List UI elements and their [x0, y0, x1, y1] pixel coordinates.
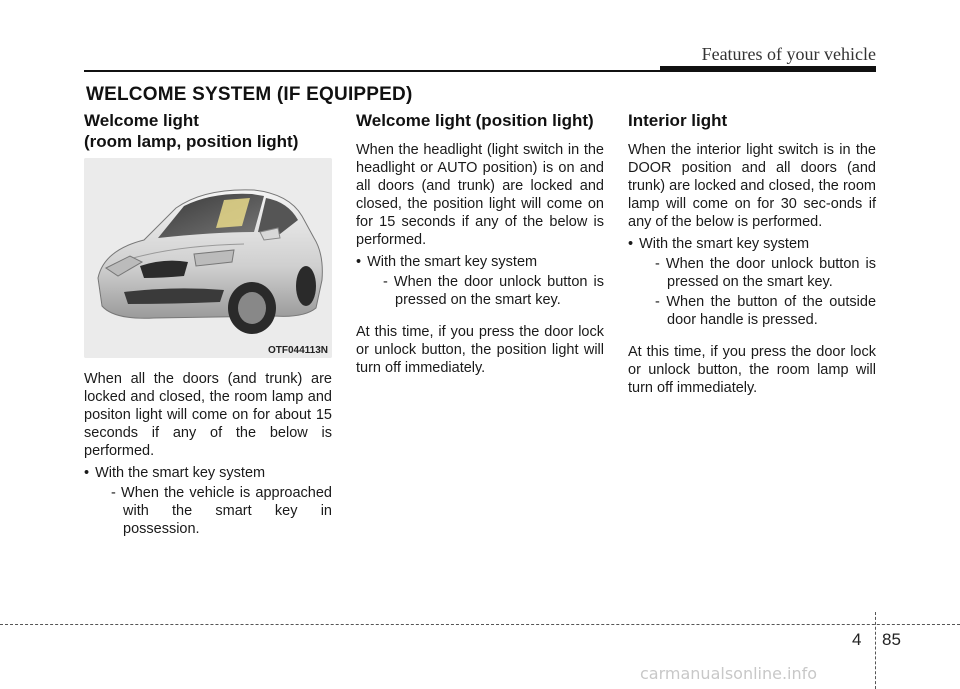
header-rule-accent — [660, 66, 876, 72]
footer-rule — [0, 624, 960, 625]
chapter-number: 4 — [852, 630, 862, 649]
section-title: WELCOME SYSTEM (IF EQUIPPED) — [86, 84, 413, 105]
sub-item-approached: - When the vehicle is approached with the smart key in possession. — [84, 484, 332, 538]
paragraph-position-light-off: At this time, if you press the door lock or unlock button, the position light will turn off immediately. — [356, 324, 604, 376]
paragraph-welcome-light: When all the doors (and trunk) are locked and closed, the room lamp and positon light will come on for about 15 seconds if any of the below is performed. — [84, 371, 332, 459]
heading-interior-light: Interior light — [628, 111, 728, 130]
bullet-smart-key: • With the smart key system — [84, 464, 332, 482]
heading-line-2: (room lamp, position light) — [84, 132, 299, 151]
paragraph-interior-light-off: At this time, if you press the door lock or unlock button, the room lamp will turn off immediately. — [628, 344, 876, 396]
figure-code: OTF044113N — [267, 345, 328, 356]
car-illustration — [84, 158, 332, 358]
column-interior-light — [628, 110, 876, 397]
sub-item-unlock-button: - When the door unlock button is pressed on the smart key. — [628, 255, 876, 291]
car-image — [84, 158, 332, 358]
heading-line-1: Welcome light — [84, 111, 199, 130]
heading-welcome-light — [84, 110, 332, 152]
column-position-light — [356, 110, 604, 377]
bullet-smart-key: • With the smart key system — [356, 253, 604, 271]
paragraph-position-light: When the headlight (light switch in the headlight or AUTO position) is on and all doors (and trunk) are locked and closed, the position light will come on for 15 seconds if any of the below is performed. — [356, 142, 604, 248]
paragraph-interior-light: When the interior light switch is in the DOOR position and all doors (and trunk) are locked and closed, the room lamp will come on for 30 sec-onds if any of the below is performed. — [628, 142, 876, 230]
watermark: carmanualsonline.info — [640, 664, 818, 683]
sub-item-door-handle: - When the button of the outside door handle is pressed. — [628, 293, 876, 329]
bullet-smart-key: • With the smart key system — [628, 235, 876, 253]
page-number: 85 — [882, 630, 901, 649]
page-separator — [875, 612, 876, 689]
column-welcome-light — [84, 110, 332, 538]
heading-position-light: Welcome light (position light) — [356, 111, 594, 130]
sub-item-unlock-button: - When the door unlock button is pressed on the smart key. — [356, 273, 604, 309]
header-title: Features of your vehicle — [701, 44, 876, 64]
